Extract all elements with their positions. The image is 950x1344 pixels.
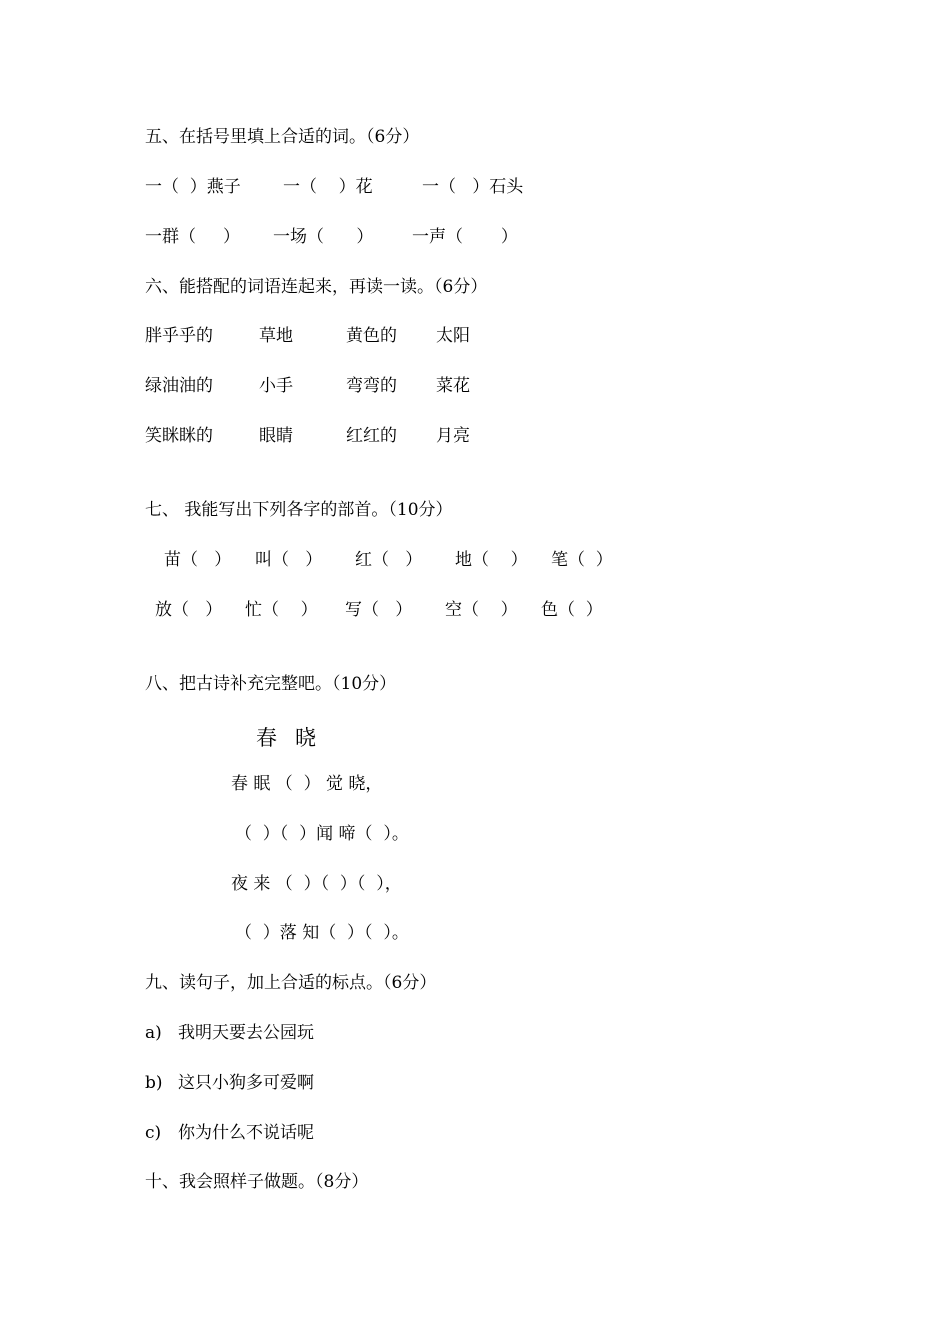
section-5-title: 五、在括号里填上合适的词。（6分） bbox=[145, 127, 420, 147]
list-marker: c) bbox=[145, 1123, 162, 1143]
radical-item: 笔（ ） bbox=[551, 550, 613, 570]
match-word: 月亮 bbox=[436, 426, 470, 446]
match-word: 绿油油的 bbox=[145, 376, 213, 396]
radical-item: 地（ ） bbox=[455, 550, 528, 570]
radical-item: 叫（ ） bbox=[255, 550, 323, 570]
sentence-item: 你为什么不说话呢 bbox=[178, 1123, 314, 1143]
fill-blank-item: 一声（ ） bbox=[412, 227, 518, 247]
match-word: 草地 bbox=[259, 326, 293, 346]
fill-blank-item: 一（ ）花 bbox=[283, 177, 373, 197]
radical-item: 红（ ） bbox=[355, 550, 423, 570]
poem-line: 夜 来 （ ）（ ）（ ）， bbox=[231, 874, 402, 894]
section-8-title: 八、把古诗补充完整吧。（10分） bbox=[145, 674, 397, 694]
match-word: 太阳 bbox=[436, 326, 470, 346]
fill-blank-item: 一（ ）燕子 bbox=[145, 177, 241, 197]
poem-line: （ ）落 知（ ）（ ）。 bbox=[235, 923, 409, 943]
sentence-item: 这只小狗多可爱啊 bbox=[178, 1073, 314, 1093]
match-word: 菜花 bbox=[436, 376, 470, 396]
radical-item: 忙（ ） bbox=[245, 600, 318, 620]
fill-blank-item: 一群（ ） bbox=[145, 227, 241, 247]
radical-item: 苗（ ） bbox=[164, 550, 232, 570]
match-word: 笑眯眯的 bbox=[145, 426, 213, 446]
fill-blank-item: 一场（ ） bbox=[273, 227, 374, 247]
match-word: 胖乎乎的 bbox=[145, 326, 213, 346]
radical-item: 放（ ） bbox=[155, 600, 223, 620]
match-word: 黄色的 bbox=[346, 326, 397, 346]
fill-blank-item: 一（ ）石头 bbox=[422, 177, 524, 197]
match-word: 弯弯的 bbox=[346, 376, 397, 396]
list-marker: b) bbox=[145, 1073, 163, 1093]
list-marker: a) bbox=[145, 1023, 162, 1043]
poem-line: 春 眠 （ ） 觉 晓， bbox=[231, 774, 383, 794]
section-9-title: 九、读句子，加上合适的标点。（6分） bbox=[145, 973, 437, 993]
radical-item: 色（ ） bbox=[541, 600, 603, 620]
radical-item: 空（ ） bbox=[445, 600, 518, 620]
section-10-title: 十、我会照样子做题。（8分） bbox=[145, 1172, 369, 1192]
match-word: 红红的 bbox=[346, 426, 397, 446]
radical-item: 写（ ） bbox=[345, 600, 413, 620]
match-word: 眼睛 bbox=[259, 426, 293, 446]
match-word: 小手 bbox=[259, 376, 293, 396]
section-7-title: 七、 我能写出下列各字的部首。（10分） bbox=[145, 500, 453, 520]
sentence-item: 我明天要去公园玩 bbox=[178, 1023, 314, 1043]
section-6-title: 六、能搭配的词语连起来，再读一读。（6分） bbox=[145, 277, 488, 297]
poem-title: 春晓 bbox=[256, 726, 334, 750]
poem-line: （ ）（ ）闻 啼（ ）。 bbox=[235, 824, 409, 844]
